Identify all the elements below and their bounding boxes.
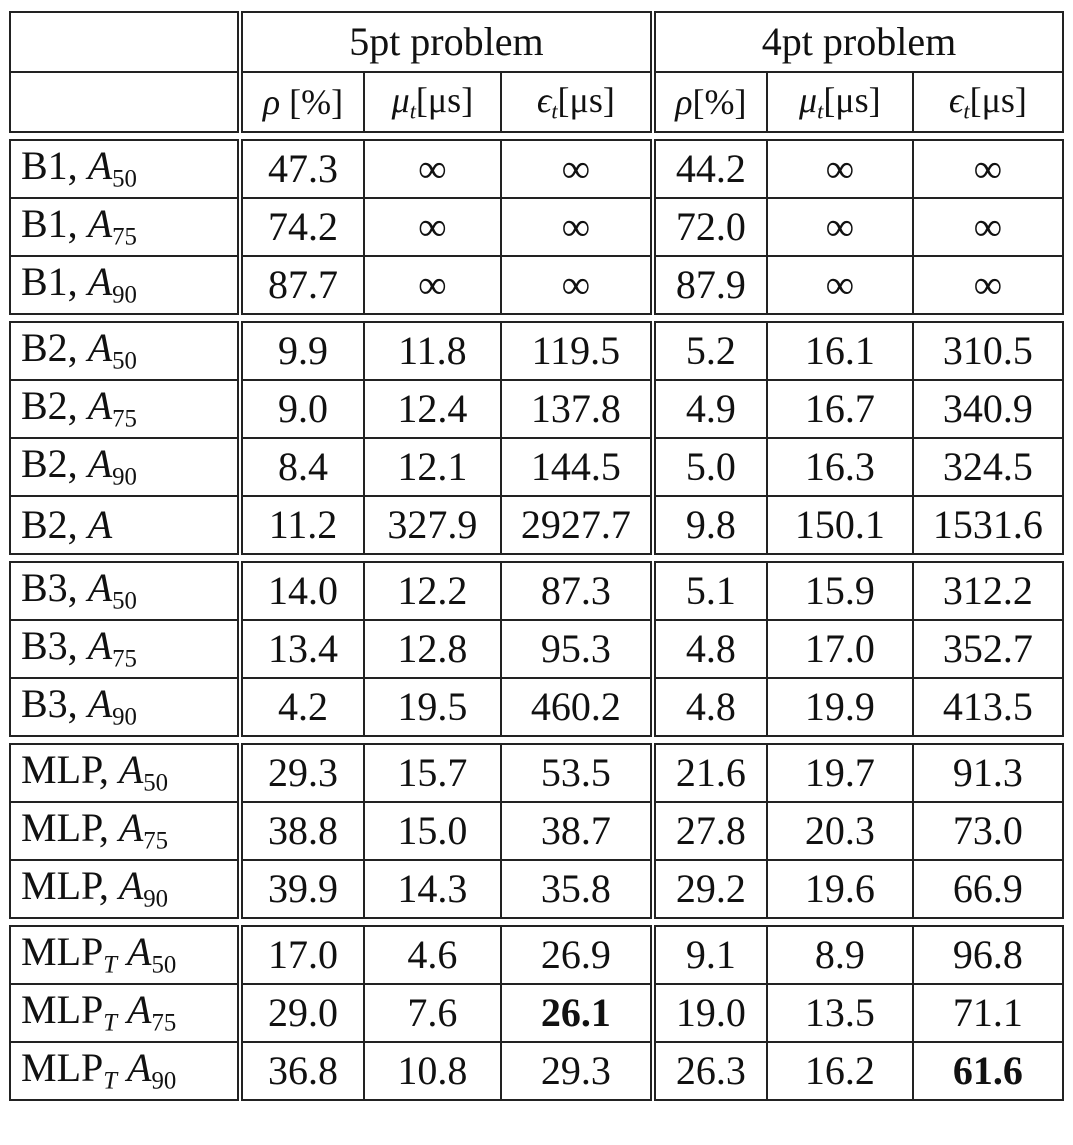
header-4pt-problem: 4pt problem bbox=[653, 12, 1063, 72]
table-row bbox=[10, 198, 1063, 256]
separator-cell bbox=[653, 314, 767, 322]
value-cell: 460.2 bbox=[501, 678, 653, 736]
separator-cell bbox=[10, 314, 240, 322]
accuracy-symbol: A bbox=[87, 324, 113, 370]
separator-cell bbox=[767, 736, 913, 744]
value-cell: 9.9 bbox=[240, 322, 364, 380]
separator-cell bbox=[240, 554, 364, 562]
row-label bbox=[10, 802, 240, 860]
value-cell: 150.1 bbox=[767, 496, 913, 554]
separator-cell bbox=[240, 314, 364, 322]
value-cell: 1531.6 bbox=[913, 496, 1063, 554]
value-cell: 38.7 bbox=[501, 802, 653, 860]
value-cell: 91.3 bbox=[913, 744, 1063, 802]
accuracy-symbol: A bbox=[87, 680, 113, 726]
value-cell: 47.3 bbox=[240, 140, 364, 198]
header-mu-4pt: $\mu_t[\mu s]$ bbox=[767, 72, 913, 132]
accuracy-symbol: A bbox=[127, 1044, 152, 1090]
value-cell: 19.9 bbox=[767, 678, 913, 736]
row-label bbox=[10, 744, 240, 802]
accuracy-subscript: 75 bbox=[143, 827, 169, 855]
method-name: B1, bbox=[21, 258, 88, 304]
separator-cell bbox=[10, 554, 240, 562]
header-mu-5pt: $\mu_t[\mu s]$ bbox=[364, 72, 501, 132]
value-cell: 16.1 bbox=[767, 322, 913, 380]
value-cell: 20.3 bbox=[767, 802, 913, 860]
value-cell: ∞ bbox=[767, 256, 913, 314]
value-cell: 9.1 bbox=[653, 926, 767, 984]
value-cell: 27.8 bbox=[653, 802, 767, 860]
accuracy-symbol: A bbox=[118, 746, 144, 792]
value-cell: 15.7 bbox=[364, 744, 501, 802]
value-cell: 312.2 bbox=[913, 562, 1063, 620]
value-cell: ∞ bbox=[364, 256, 501, 314]
row-label bbox=[10, 380, 240, 438]
value-cell: ∞ bbox=[913, 256, 1063, 314]
separator-cell bbox=[653, 918, 767, 926]
header-eps-5pt: $\epsilon_t[\mu s]$ bbox=[501, 72, 653, 132]
separator-cell bbox=[653, 132, 767, 140]
method-name: B2, bbox=[21, 324, 88, 370]
table-row bbox=[10, 926, 1063, 984]
accuracy-subscript: 50 bbox=[143, 769, 169, 797]
separator-cell bbox=[913, 736, 1063, 744]
value-cell: 324.5 bbox=[913, 438, 1063, 496]
method-name: MLP bbox=[21, 986, 104, 1032]
method-name: MLP bbox=[21, 1044, 104, 1090]
method-name: B3, bbox=[21, 680, 88, 726]
separator-cell bbox=[364, 314, 501, 322]
method-name: B2, bbox=[21, 382, 88, 428]
separator-cell bbox=[240, 918, 364, 926]
value-cell: 17.0 bbox=[767, 620, 913, 678]
separator-cell bbox=[364, 736, 501, 744]
separator-cell bbox=[10, 132, 240, 140]
value-cell: ∞ bbox=[913, 198, 1063, 256]
accuracy-symbol: A bbox=[87, 564, 113, 610]
value-cell: 11.8 bbox=[364, 322, 501, 380]
accuracy-symbol: A bbox=[87, 440, 113, 486]
value-cell: 10.8 bbox=[364, 1042, 501, 1100]
accuracy-subscript: 75 bbox=[112, 223, 137, 251]
value-cell: 87.9 bbox=[653, 256, 767, 314]
accuracy-symbol: A bbox=[87, 142, 113, 188]
method-name: B2, bbox=[21, 502, 88, 547]
value-cell: 12.2 bbox=[364, 562, 501, 620]
value-cell: 14.3 bbox=[364, 860, 501, 918]
separator-cell bbox=[501, 554, 653, 562]
group-separator bbox=[10, 736, 1063, 744]
table-row bbox=[10, 678, 1063, 736]
accuracy-subscript: 75 bbox=[112, 405, 137, 433]
method-name: MLP, bbox=[21, 804, 119, 850]
value-cell: ∞ bbox=[501, 256, 653, 314]
value-cell: 29.3 bbox=[501, 1042, 653, 1100]
value-cell: 413.5 bbox=[913, 678, 1063, 736]
separator-cell bbox=[501, 314, 653, 322]
separator-cell bbox=[10, 736, 240, 744]
value-cell: 144.5 bbox=[501, 438, 653, 496]
value-cell: 13.5 bbox=[767, 984, 913, 1042]
value-cell: ∞ bbox=[364, 198, 501, 256]
separator-cell bbox=[501, 736, 653, 744]
value-cell: 29.3 bbox=[240, 744, 364, 802]
value-cell: 13.4 bbox=[240, 620, 364, 678]
method-name: B3, bbox=[21, 622, 88, 668]
accuracy-subscript: 50 bbox=[151, 951, 177, 979]
value-cell: 29.2 bbox=[653, 860, 767, 918]
value-cell: 5.0 bbox=[653, 438, 767, 496]
results-table bbox=[9, 11, 1064, 1101]
accuracy-subscript: 90 bbox=[143, 885, 169, 913]
separator-cell bbox=[767, 132, 913, 140]
header-5pt-problem: 5pt problem bbox=[240, 12, 653, 72]
method-subscript: T bbox=[103, 1009, 118, 1037]
separator-cell bbox=[767, 314, 913, 322]
value-cell: 16.3 bbox=[767, 438, 913, 496]
table-row bbox=[10, 380, 1063, 438]
value-cell: ∞ bbox=[767, 198, 913, 256]
row-label bbox=[10, 322, 240, 380]
separator-cell bbox=[767, 918, 913, 926]
separator-cell bbox=[240, 132, 364, 140]
value-cell: 4.2 bbox=[240, 678, 364, 736]
value-cell: 137.8 bbox=[501, 380, 653, 438]
value-cell: 44.2 bbox=[653, 140, 767, 198]
value-cell: 4.8 bbox=[653, 678, 767, 736]
header-corner-cell bbox=[10, 12, 240, 72]
value-cell: 26.3 bbox=[653, 1042, 767, 1100]
table-row bbox=[10, 620, 1063, 678]
accuracy-subscript: 75 bbox=[151, 1009, 177, 1037]
accuracy-subscript: 50 bbox=[112, 587, 137, 615]
method-subscript: T bbox=[103, 1067, 118, 1095]
value-cell: 53.5 bbox=[501, 744, 653, 802]
value-cell: 21.6 bbox=[653, 744, 767, 802]
separator-cell bbox=[913, 132, 1063, 140]
value-cell: 17.0 bbox=[240, 926, 364, 984]
header-rho-4pt: ρ[%] bbox=[653, 72, 767, 132]
separator-cell bbox=[913, 314, 1063, 322]
accuracy-subscript: 50 bbox=[112, 347, 137, 375]
table-row bbox=[10, 322, 1063, 380]
value-cell: 29.0 bbox=[240, 984, 364, 1042]
row-label bbox=[10, 438, 240, 496]
value-cell: 4.8 bbox=[653, 620, 767, 678]
value-cell: 340.9 bbox=[913, 380, 1063, 438]
row-label bbox=[10, 562, 240, 620]
value-cell: 11.2 bbox=[240, 496, 364, 554]
value-cell: 14.0 bbox=[240, 562, 364, 620]
accuracy-subscript: 50 bbox=[112, 165, 137, 193]
table-row bbox=[10, 984, 1063, 1042]
accuracy-symbol: A bbox=[87, 382, 113, 428]
group-separator bbox=[10, 554, 1063, 562]
group-separator bbox=[10, 314, 1063, 322]
value-cell: 26.9 bbox=[501, 926, 653, 984]
separator-cell bbox=[653, 736, 767, 744]
header-row-groups bbox=[10, 12, 1063, 72]
value-cell: 96.8 bbox=[913, 926, 1063, 984]
value-cell: 19.6 bbox=[767, 860, 913, 918]
accuracy-symbol: A bbox=[127, 928, 152, 974]
separator-cell bbox=[364, 132, 501, 140]
row-label bbox=[10, 198, 240, 256]
method-name: MLP bbox=[21, 928, 104, 974]
accuracy-symbol: A bbox=[87, 622, 113, 668]
value-cell: 327.9 bbox=[364, 496, 501, 554]
method-name: B1, bbox=[21, 200, 88, 246]
table-row bbox=[10, 562, 1063, 620]
value-cell: 61.6 bbox=[913, 1042, 1063, 1100]
header-corner-cell-2 bbox=[10, 72, 240, 132]
accuracy-subscript: 75 bbox=[112, 645, 137, 673]
value-cell: 72.0 bbox=[653, 198, 767, 256]
row-label bbox=[10, 620, 240, 678]
accuracy-subscript: 90 bbox=[151, 1067, 177, 1095]
value-cell: 87.7 bbox=[240, 256, 364, 314]
header-row-metrics bbox=[10, 72, 1063, 132]
method-name: B1, bbox=[21, 142, 88, 188]
value-cell: 9.0 bbox=[240, 380, 364, 438]
separator-cell bbox=[913, 554, 1063, 562]
value-cell: ∞ bbox=[913, 140, 1063, 198]
value-cell: 36.8 bbox=[240, 1042, 364, 1100]
value-cell: 12.1 bbox=[364, 438, 501, 496]
value-cell: 35.8 bbox=[501, 860, 653, 918]
value-cell: 310.5 bbox=[913, 322, 1063, 380]
value-cell: 16.2 bbox=[767, 1042, 913, 1100]
method-name: B2, bbox=[21, 440, 88, 486]
value-cell: 95.3 bbox=[501, 620, 653, 678]
value-cell: 7.6 bbox=[364, 984, 501, 1042]
separator-cell bbox=[653, 554, 767, 562]
value-cell: 12.4 bbox=[364, 380, 501, 438]
row-label bbox=[10, 926, 240, 984]
value-cell: 4.9 bbox=[653, 380, 767, 438]
value-cell: 19.7 bbox=[767, 744, 913, 802]
value-cell: 66.9 bbox=[913, 860, 1063, 918]
method-name: MLP, bbox=[21, 862, 119, 908]
value-cell: 16.7 bbox=[767, 380, 913, 438]
value-cell: 119.5 bbox=[501, 322, 653, 380]
value-cell: 38.8 bbox=[240, 802, 364, 860]
table-row bbox=[10, 1042, 1063, 1100]
value-cell: 26.1 bbox=[501, 984, 653, 1042]
table-row bbox=[10, 256, 1063, 314]
separator-cell bbox=[10, 918, 240, 926]
accuracy-symbol: A bbox=[127, 986, 152, 1032]
value-cell: 8.9 bbox=[767, 926, 913, 984]
group-separator bbox=[10, 918, 1063, 926]
accuracy-symbol: A bbox=[118, 804, 144, 850]
header-eps-4pt: $\epsilon_t[\mu s]$ bbox=[913, 72, 1063, 132]
row-label bbox=[10, 496, 240, 554]
separator-cell bbox=[501, 918, 653, 926]
group-separator bbox=[10, 132, 1063, 140]
value-cell: 74.2 bbox=[240, 198, 364, 256]
accuracy-symbol: A bbox=[87, 502, 113, 547]
row-label bbox=[10, 140, 240, 198]
value-cell: 15.9 bbox=[767, 562, 913, 620]
accuracy-symbol: A bbox=[87, 200, 113, 246]
value-cell: 5.1 bbox=[653, 562, 767, 620]
value-cell: 12.8 bbox=[364, 620, 501, 678]
value-cell: ∞ bbox=[767, 140, 913, 198]
value-cell: 19.0 bbox=[653, 984, 767, 1042]
separator-cell bbox=[767, 554, 913, 562]
accuracy-symbol: A bbox=[118, 862, 144, 908]
value-cell: 39.9 bbox=[240, 860, 364, 918]
accuracy-subscript: 90 bbox=[112, 281, 137, 309]
row-label bbox=[10, 256, 240, 314]
value-cell: 2927.7 bbox=[501, 496, 653, 554]
table-row bbox=[10, 802, 1063, 860]
method-name: B3, bbox=[21, 564, 88, 610]
method-name: MLP, bbox=[21, 746, 119, 792]
row-label bbox=[10, 860, 240, 918]
value-cell: 73.0 bbox=[913, 802, 1063, 860]
value-cell: 8.4 bbox=[240, 438, 364, 496]
accuracy-subscript: 90 bbox=[112, 463, 137, 491]
table-row bbox=[10, 140, 1063, 198]
value-cell: 19.5 bbox=[364, 678, 501, 736]
table-row bbox=[10, 860, 1063, 918]
value-cell: 352.7 bbox=[913, 620, 1063, 678]
row-label bbox=[10, 1042, 240, 1100]
value-cell: 9.8 bbox=[653, 496, 767, 554]
value-cell: ∞ bbox=[501, 140, 653, 198]
separator-cell bbox=[501, 132, 653, 140]
header-rho-5pt: ρ [%] bbox=[240, 72, 364, 132]
accuracy-subscript: 90 bbox=[112, 703, 137, 731]
value-cell: ∞ bbox=[501, 198, 653, 256]
value-cell: 5.2 bbox=[653, 322, 767, 380]
value-cell: 4.6 bbox=[364, 926, 501, 984]
separator-cell bbox=[364, 918, 501, 926]
separator-cell bbox=[913, 918, 1063, 926]
table-row bbox=[10, 744, 1063, 802]
table-row bbox=[10, 438, 1063, 496]
value-cell: 87.3 bbox=[501, 562, 653, 620]
row-label bbox=[10, 678, 240, 736]
value-cell: ∞ bbox=[364, 140, 501, 198]
separator-cell bbox=[240, 736, 364, 744]
table-row bbox=[10, 496, 1063, 554]
row-label bbox=[10, 984, 240, 1042]
method-subscript: T bbox=[103, 951, 118, 979]
value-cell: 15.0 bbox=[364, 802, 501, 860]
value-cell: 71.1 bbox=[913, 984, 1063, 1042]
accuracy-symbol: A bbox=[87, 258, 113, 304]
separator-cell bbox=[364, 554, 501, 562]
